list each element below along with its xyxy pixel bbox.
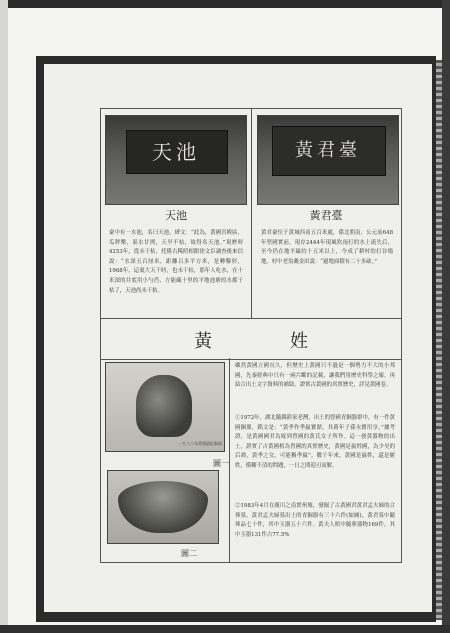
surname-heading-band <box>100 318 402 360</box>
huangjuntai-caption: 黃君臺 <box>309 209 343 222</box>
scan-frame-left <box>0 0 8 633</box>
figure-2-label: 圖二 <box>181 549 197 558</box>
bronze-bowl-image <box>118 481 208 533</box>
tianchi-photo <box>105 115 247 205</box>
scan-frame-bottom <box>0 625 450 633</box>
huang-history-point-2: ②1983年4月在廣川之南實州墟，發掘了古黃國君黃君孟夫婦的合葬墓，黃君孟夫婦墓出土的青銅器有三十六件(如圖)，黃君墓中隨葬品七十件，其中玉器五十六件。黃夫人棺中隨葬器物169件，其中玉器131件占77.5% <box>235 503 395 538</box>
figure-2-photo <box>107 470 219 544</box>
column-divider <box>251 109 252 349</box>
figure-1-photo <box>105 362 225 452</box>
figure-1-label: 圖一 <box>213 459 229 468</box>
tianchi-plaque-text: 天池 <box>152 140 200 164</box>
top-panel <box>100 108 402 350</box>
huang-history-intro: 雖然黃國立國長久，但歷史上黃國只不過是一個勢力不大的小邦國，先秦經典中只有一兩片斷的記載，讓我們用歷史科學之確，再結合出土文字資料的補助，證實古黃國的真實歷史，詳見黃國卷。 <box>235 363 395 389</box>
huangjuntai-plaque-text: 黃君臺 <box>295 140 361 161</box>
huangjuntai-text: 黃君臺位于黃城西南五百米處，係北朝南，公元前648年堅國實前，現存2444年現風吹雨打的水土流失后，至今仍在地平線約十五米以上，今成了耕村的打谷場地。村中老翁戴金田說：“過地面積有二十多畝。” <box>261 230 393 265</box>
tianchi-caption: 天池 <box>165 209 187 222</box>
bottom-panel <box>100 358 402 563</box>
tianchi-text: 臺中有一水池，名曰天池，碑文：“此為，黃國宮殿區，瓜秤樂，東水甘洌，天旱不枯，故得名天池。”現歷時4253年，從未干枯，托隆古稀照相館徐文臣調查後來信說：“水深五百厘米，距離百多平方米，是轉鑿形，1968年，這裏大天干時，也未干枯，那年人吃水，在十米深的井底用小勺舀，方能藏十里的平地池塘的水都干枯了，天池尚未干枯。 <box>109 230 243 294</box>
bronze-vessel-image <box>136 375 192 437</box>
scan-frame-top <box>0 0 450 8</box>
huangjuntai-photo <box>257 115 399 205</box>
column-divider <box>229 358 230 562</box>
huang-history-point-1: ①1972年，湖北隨縣熊家老灣，出土的曾國青銅器群中，有一件黃國銅鼎，銘文是：“黃季作季嬴寶鼎，其萬年子孫永寶用享。”據考證，是黃國國君為嫁到曾國的黃氏女子所作。這一發黃器物的出土，證實了古黃國植為曾國的真實歷史，黃國是嬴姓國，為少昊的后裔，黃季之女，可能稱季嬴”。數千年來，黃國是嬴姓，還是姬姓，模糊不清的問題，一日之間迎刃而解。 <box>235 415 395 469</box>
surname-heading: 黃 姓 <box>194 331 338 352</box>
scan-frame-right <box>442 0 450 633</box>
page-edge-stripe <box>436 60 442 620</box>
figure-1-inner-caption: 一九六八年黃國遺址銅器 <box>178 441 222 446</box>
